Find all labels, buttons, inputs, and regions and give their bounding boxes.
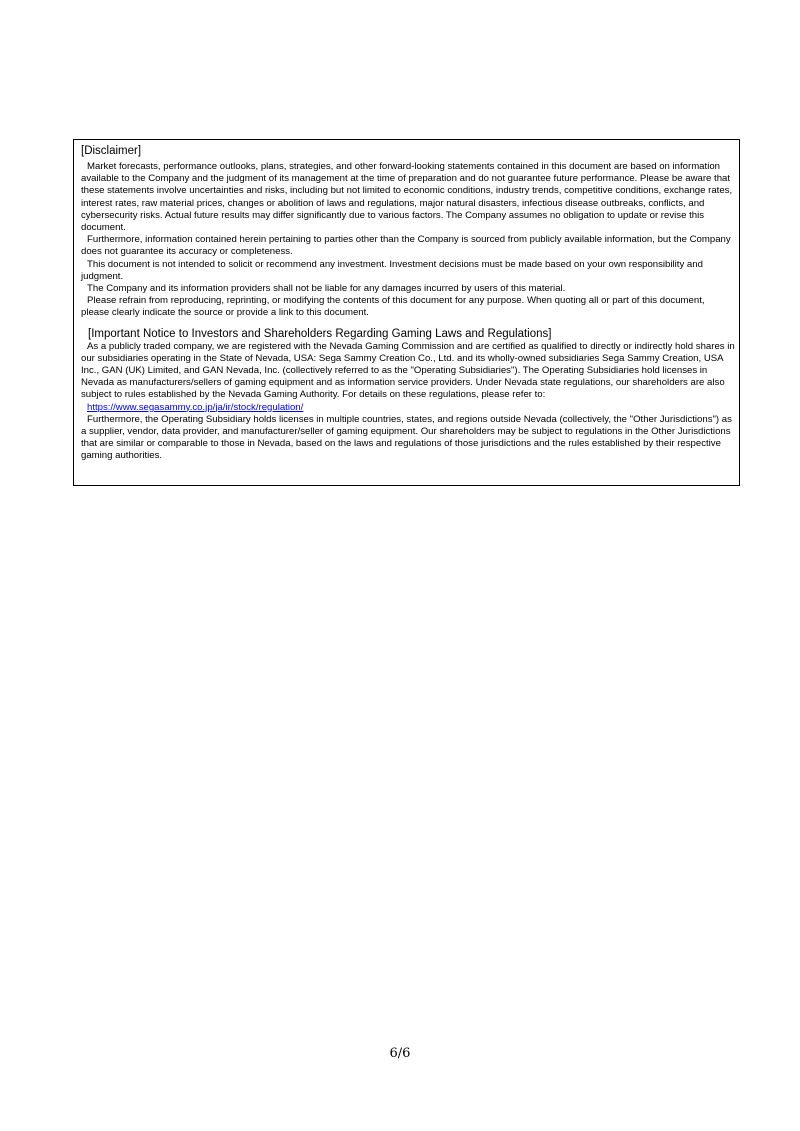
disclaimer-paragraph-liability: The Company and its information providers shall not be liable for any damages incurred by users of this material. [87,283,566,295]
disclaimer-paragraph-reproduction: Please refrain from reproducing, reprinting, or modifying the contents of this document for any purpose. When quoting all or part of this document, please clearly indicate the source or provide a link to this document. [81,295,705,319]
page-number: 6/6 [389,1046,411,1061]
disclaimer-paragraph-no-solicitation: This document is not intended to solicit or recommend any investment. Investment decisions must be made based on your own responsibility and judgment. [81,258,703,282]
gaming-notice-paragraph-registration: As a publicly traded company, we are registered with the Nevada Gaming Commission and are certified as qualified to directly or indirectly hold shares in our subsidiaries operating in the State of Nevada, USA: Sega Sammy Creation Co., Ltd. and its wholly-owned subsidiaries Sega Sammy Creation, USA Inc., GAN (UK) Limited, and GAN Nevada, Inc. (collectively referred to as the "Operating Subsidiaries"). The Operating Subsidiaries hold licenses in Nevada as manufacturers/sellers of gaming equipment and as information service providers. Under Nevada state regulations, our shareholders are also subject to rules established by the Nevada Gaming Authority. For details on these regulations, please refer to: [81,340,735,401]
disclaimer-paragraph-third-party-info: Furthermore, information contained herein pertaining to parties other than the Company is sourced from publicly available information, but the Company does not guarantee its accuracy or completeness. [81,234,731,258]
gaming-notice-heading: [Important Notice to Investors and Shareholders Regarding Gaming Laws and Regulations] [88,327,552,340]
disclaimer-paragraph-forward-looking: Market forecasts, performance outlooks, plans, strategies, and other forward-looking statements contained in this document are based on information available to the Company and the judgment of its management at the time of preparation and do not guarantee future performance. Please be aware that these statements involve uncertainties and risks, including but not limited to economic conditions, industry trends, competitive conditions, exchange rates, interest rates, raw material prices, changes or abolition of laws and regulations, major natural disasters, infectious disease outbreaks, conflicts, and cybersecurity risks. Actual future results may differ significantly due to various factors. The Company assumes no obligation to update or revise this document. [81,161,733,234]
regulation-link[interactable]: https://www.segasammy.co.jp/ja/ir/stock/regulation/ [87,401,304,413]
gaming-notice-paragraph-other-jurisdictions: Furthermore, the Operating Subsidiary holds licenses in multiple countries, states, and regions outside Nevada (collectively, the "Other Jurisdictions") as a supplier, vendor, data provider, and manufacturer/seller of gaming equipment. Our shareholders may be subject to regulations in the Other Jurisdictions that are similar or comparable to those in Nevada, based on the laws and regulations of those jurisdictions and the rules established by their respective gaming authorities. [81,413,732,462]
disclaimer-box [73,139,740,486]
regulation-link-line [81,402,735,414]
disclaimer-heading: [Disclaimer] [81,145,142,157]
